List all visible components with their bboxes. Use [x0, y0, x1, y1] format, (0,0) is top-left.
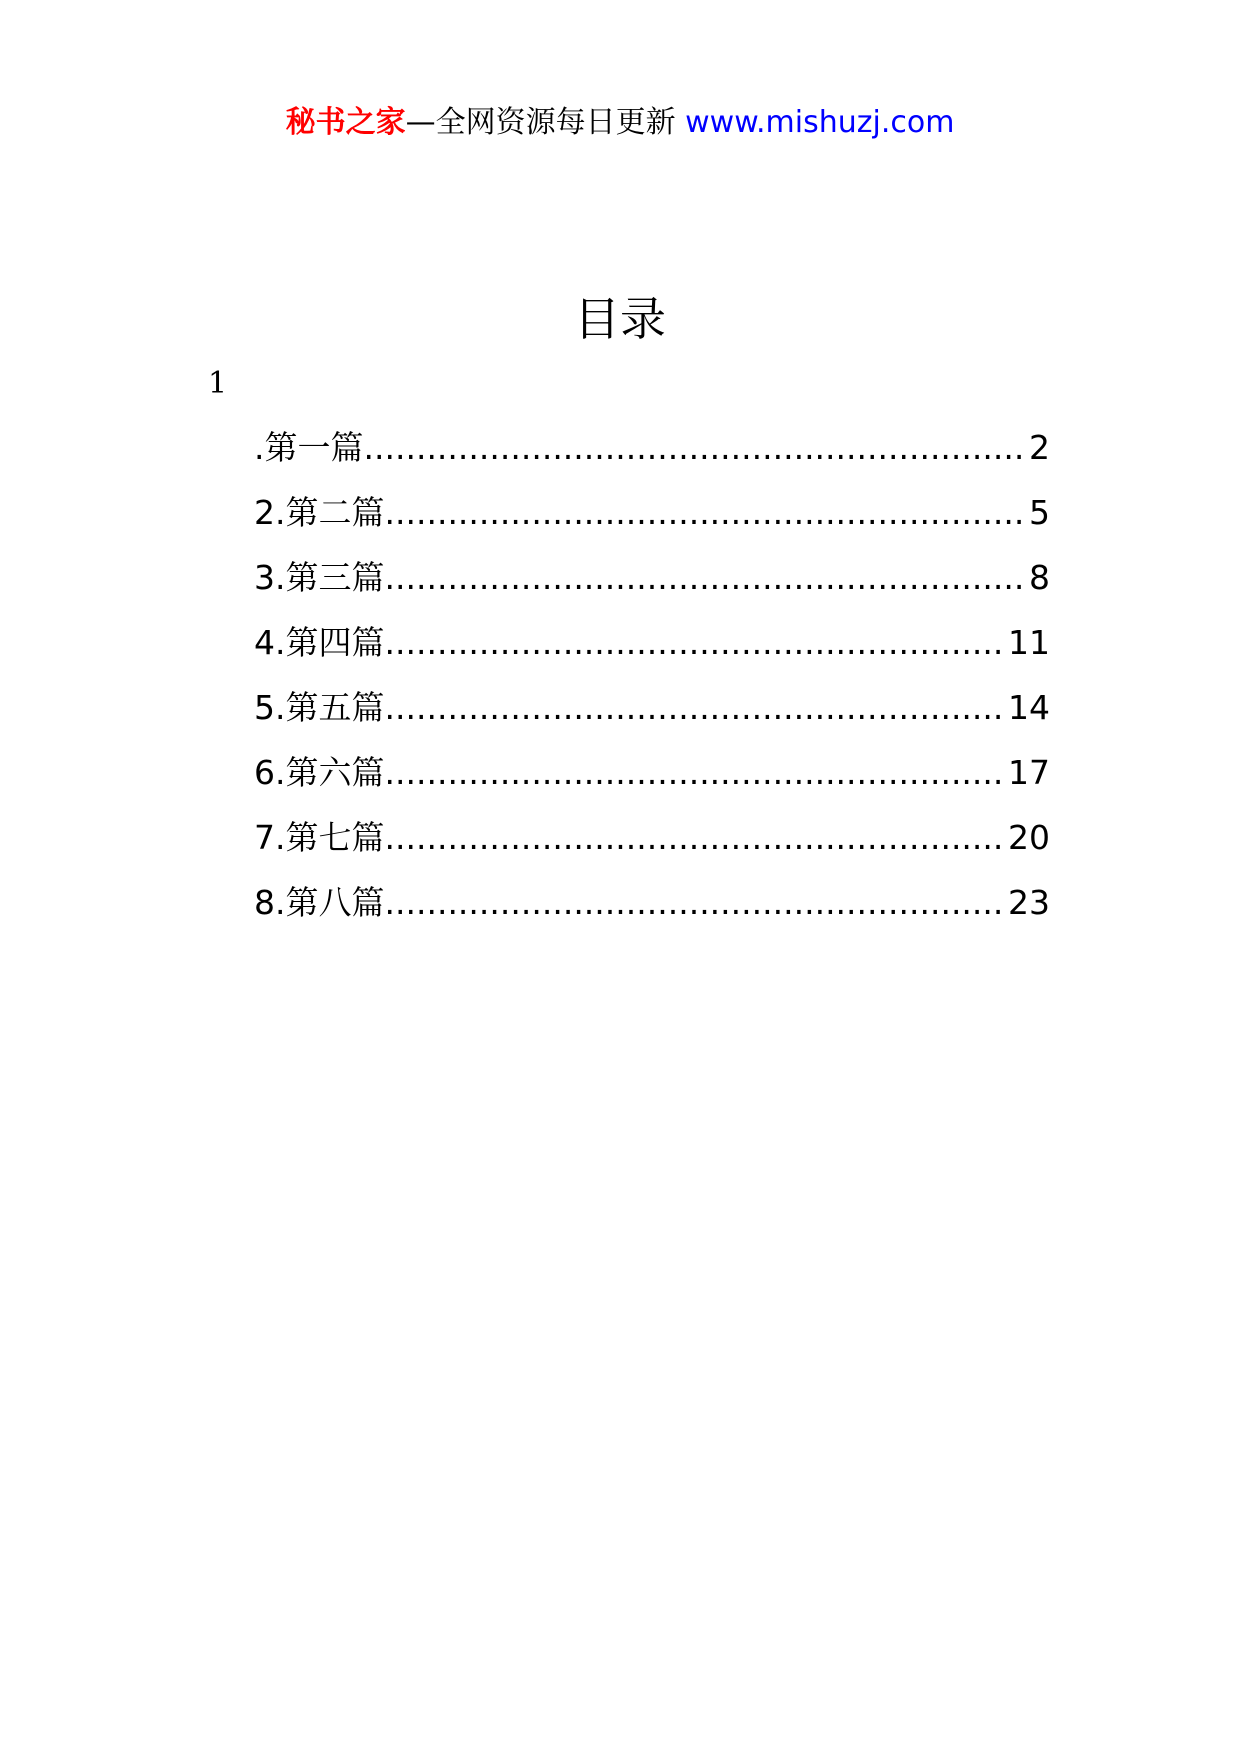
toc-entry-label: 2.第二篇	[254, 493, 385, 532]
toc-page-number: 2	[1029, 428, 1050, 467]
toc-entry-5[interactable]	[254, 686, 1050, 751]
toc-title: 目录	[574, 292, 666, 346]
toc-dot-leader	[385, 816, 1007, 860]
website-link[interactable]: www.mishuzj.com	[685, 105, 955, 140]
toc-entry-label: 5.第五篇	[254, 688, 385, 727]
toc-page-number: 11	[1008, 623, 1050, 662]
toc-page-number: 8	[1029, 558, 1050, 597]
toc-page-number: 23	[1008, 883, 1050, 922]
toc-entry-6[interactable]	[254, 751, 1050, 816]
toc-entry-3[interactable]	[254, 556, 1050, 621]
toc-entry-label: .第一篇	[254, 428, 364, 467]
toc-page-number: 14	[1008, 688, 1050, 727]
page-header	[0, 100, 1240, 146]
brand-name: 秘书之家	[285, 105, 406, 140]
toc-dot-leader	[364, 426, 1028, 470]
toc-dot-leader	[385, 491, 1028, 535]
toc-entry-label: 8.第八篇	[254, 883, 385, 922]
header-tagline: —全网资源每日更新	[405, 105, 676, 140]
toc-dot-leader	[385, 556, 1028, 600]
toc-page-number: 17	[1008, 753, 1050, 792]
toc-entry-4[interactable]	[254, 621, 1050, 686]
toc-dot-leader	[385, 686, 1007, 730]
toc-entry-2[interactable]	[254, 491, 1050, 556]
table-of-contents	[254, 426, 1050, 946]
toc-entry-8[interactable]	[254, 881, 1050, 946]
toc-page-number: 20	[1008, 818, 1050, 857]
toc-entry-label: 6.第六篇	[254, 753, 385, 792]
toc-dot-leader	[385, 621, 1007, 665]
toc-entry-label: 4.第四篇	[254, 623, 385, 662]
toc-entry-label: 3.第三篇	[254, 558, 385, 597]
toc-dot-leader	[385, 881, 1007, 925]
toc-entry-7[interactable]	[254, 816, 1050, 881]
list-number-marker: 1	[208, 366, 228, 401]
toc-page-number: 5	[1029, 493, 1050, 532]
toc-dot-leader	[385, 751, 1007, 795]
toc-entry-1[interactable]	[254, 426, 1050, 491]
toc-entry-label: 7.第七篇	[254, 818, 385, 857]
